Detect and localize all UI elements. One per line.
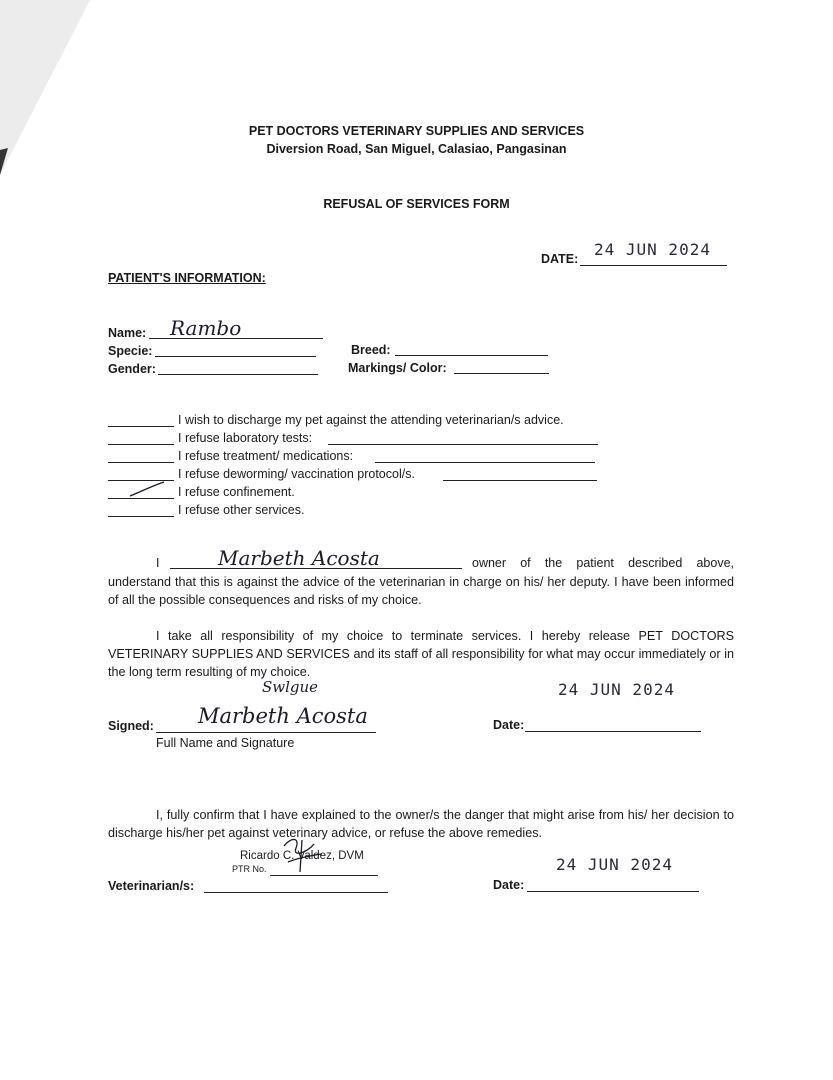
statement1-text1: owner of the patient described above, [472,556,734,570]
owner-signature-scribble: Swlgue [262,678,319,696]
signed-label: Signed: [108,719,154,733]
vet-field[interactable] [204,892,388,893]
statement3: I, fully confirm that I have explained to the owner/s the danger that might arise from his/ her decision to discharge his/her pet against veterinary advice, or refuse the above remedies. [108,808,734,840]
date-label: DATE: [541,252,579,266]
owner-signature: Marbeth Acosta [198,704,368,728]
statement1-text2: understand that this is against the advice of the veterinarian in charge on his/ her deputy. I have been informed of all the possible consequences and risks of my choice. [108,575,734,607]
owner-date-stamp: 24 JUN 2024 [558,680,675,699]
vet-date-label: Date: [493,878,525,892]
treatment-detail-field[interactable] [375,462,595,463]
option-blank-discharge[interactable] [108,426,174,427]
form-title: REFUSAL OF SERVICES FORM [323,197,510,211]
option-blank-other[interactable] [108,516,174,517]
markings-field[interactable] [454,373,549,374]
deworming-detail-field[interactable] [443,480,597,481]
specie-label: Specie: [108,344,153,358]
date-line[interactable] [580,265,727,266]
markings-label: Markings/ Color: [348,361,447,375]
breed-label: Breed: [351,343,391,357]
specie-field[interactable] [155,356,316,357]
gender-label: Gender: [108,362,156,376]
company-name: PET DOCTORS VETERINARY SUPPLIES AND SERVICES [248,124,585,138]
vet-date-stamp: 24 JUN 2024 [556,855,673,874]
option-confinement: I refuse confinement. [178,485,295,499]
option-blank-confinement[interactable] [108,498,174,499]
vet-label: Veterinarian/s: [108,879,195,893]
vet-date-field[interactable] [527,891,699,892]
option-laboratory: I refuse laboratory tests: [178,431,313,445]
vet-name-stamp: Ricardo C. Valdez, DVM [240,850,364,862]
ptr-label: PTR No. [232,864,267,874]
breed-field[interactable] [395,355,548,356]
owner-name-handwritten: Marbeth Acosta [218,546,380,570]
owner-date-field[interactable] [525,731,701,732]
name-handwritten: Rambo [170,316,242,340]
option-discharge: I wish to discharge my pet against the attending veterinarian/s advice. [178,413,564,427]
option-deworming: I refuse deworming/ vaccination protocol/s. [178,467,415,481]
statement1-prefix: I [156,556,160,570]
laboratory-detail-field[interactable] [328,444,598,445]
signature-field[interactable] [156,732,376,733]
name-label: Name: [108,326,147,340]
patient-section-title: PATIENT'S INFORMATION: [108,271,266,285]
company-address: Diversion Road, San Miguel, Calasiao, Pangasinan [266,142,567,156]
option-treatment: I refuse treatment/ medications: [178,449,354,463]
date-stamp: 24 JUN 2024 [594,240,711,259]
option-blank-laboratory[interactable] [108,444,174,445]
option-other: I refuse other services. [178,503,305,517]
gender-field[interactable] [158,374,318,375]
signature-caption: Full Name and Signature [156,736,295,750]
owner-date-label: Date: [493,718,525,732]
ptr-field[interactable] [270,875,378,876]
option-blank-treatment[interactable] [108,462,174,463]
statement2: I take all responsibility of my choice to terminate services. I hereby release PET DOCTORS VETERINARY SUPPLIES AND SERVICES and its staff of all responsibility for what may occur immediately or in the long term resulting of my choice. [108,629,734,679]
checkmark-icon [128,480,168,498]
